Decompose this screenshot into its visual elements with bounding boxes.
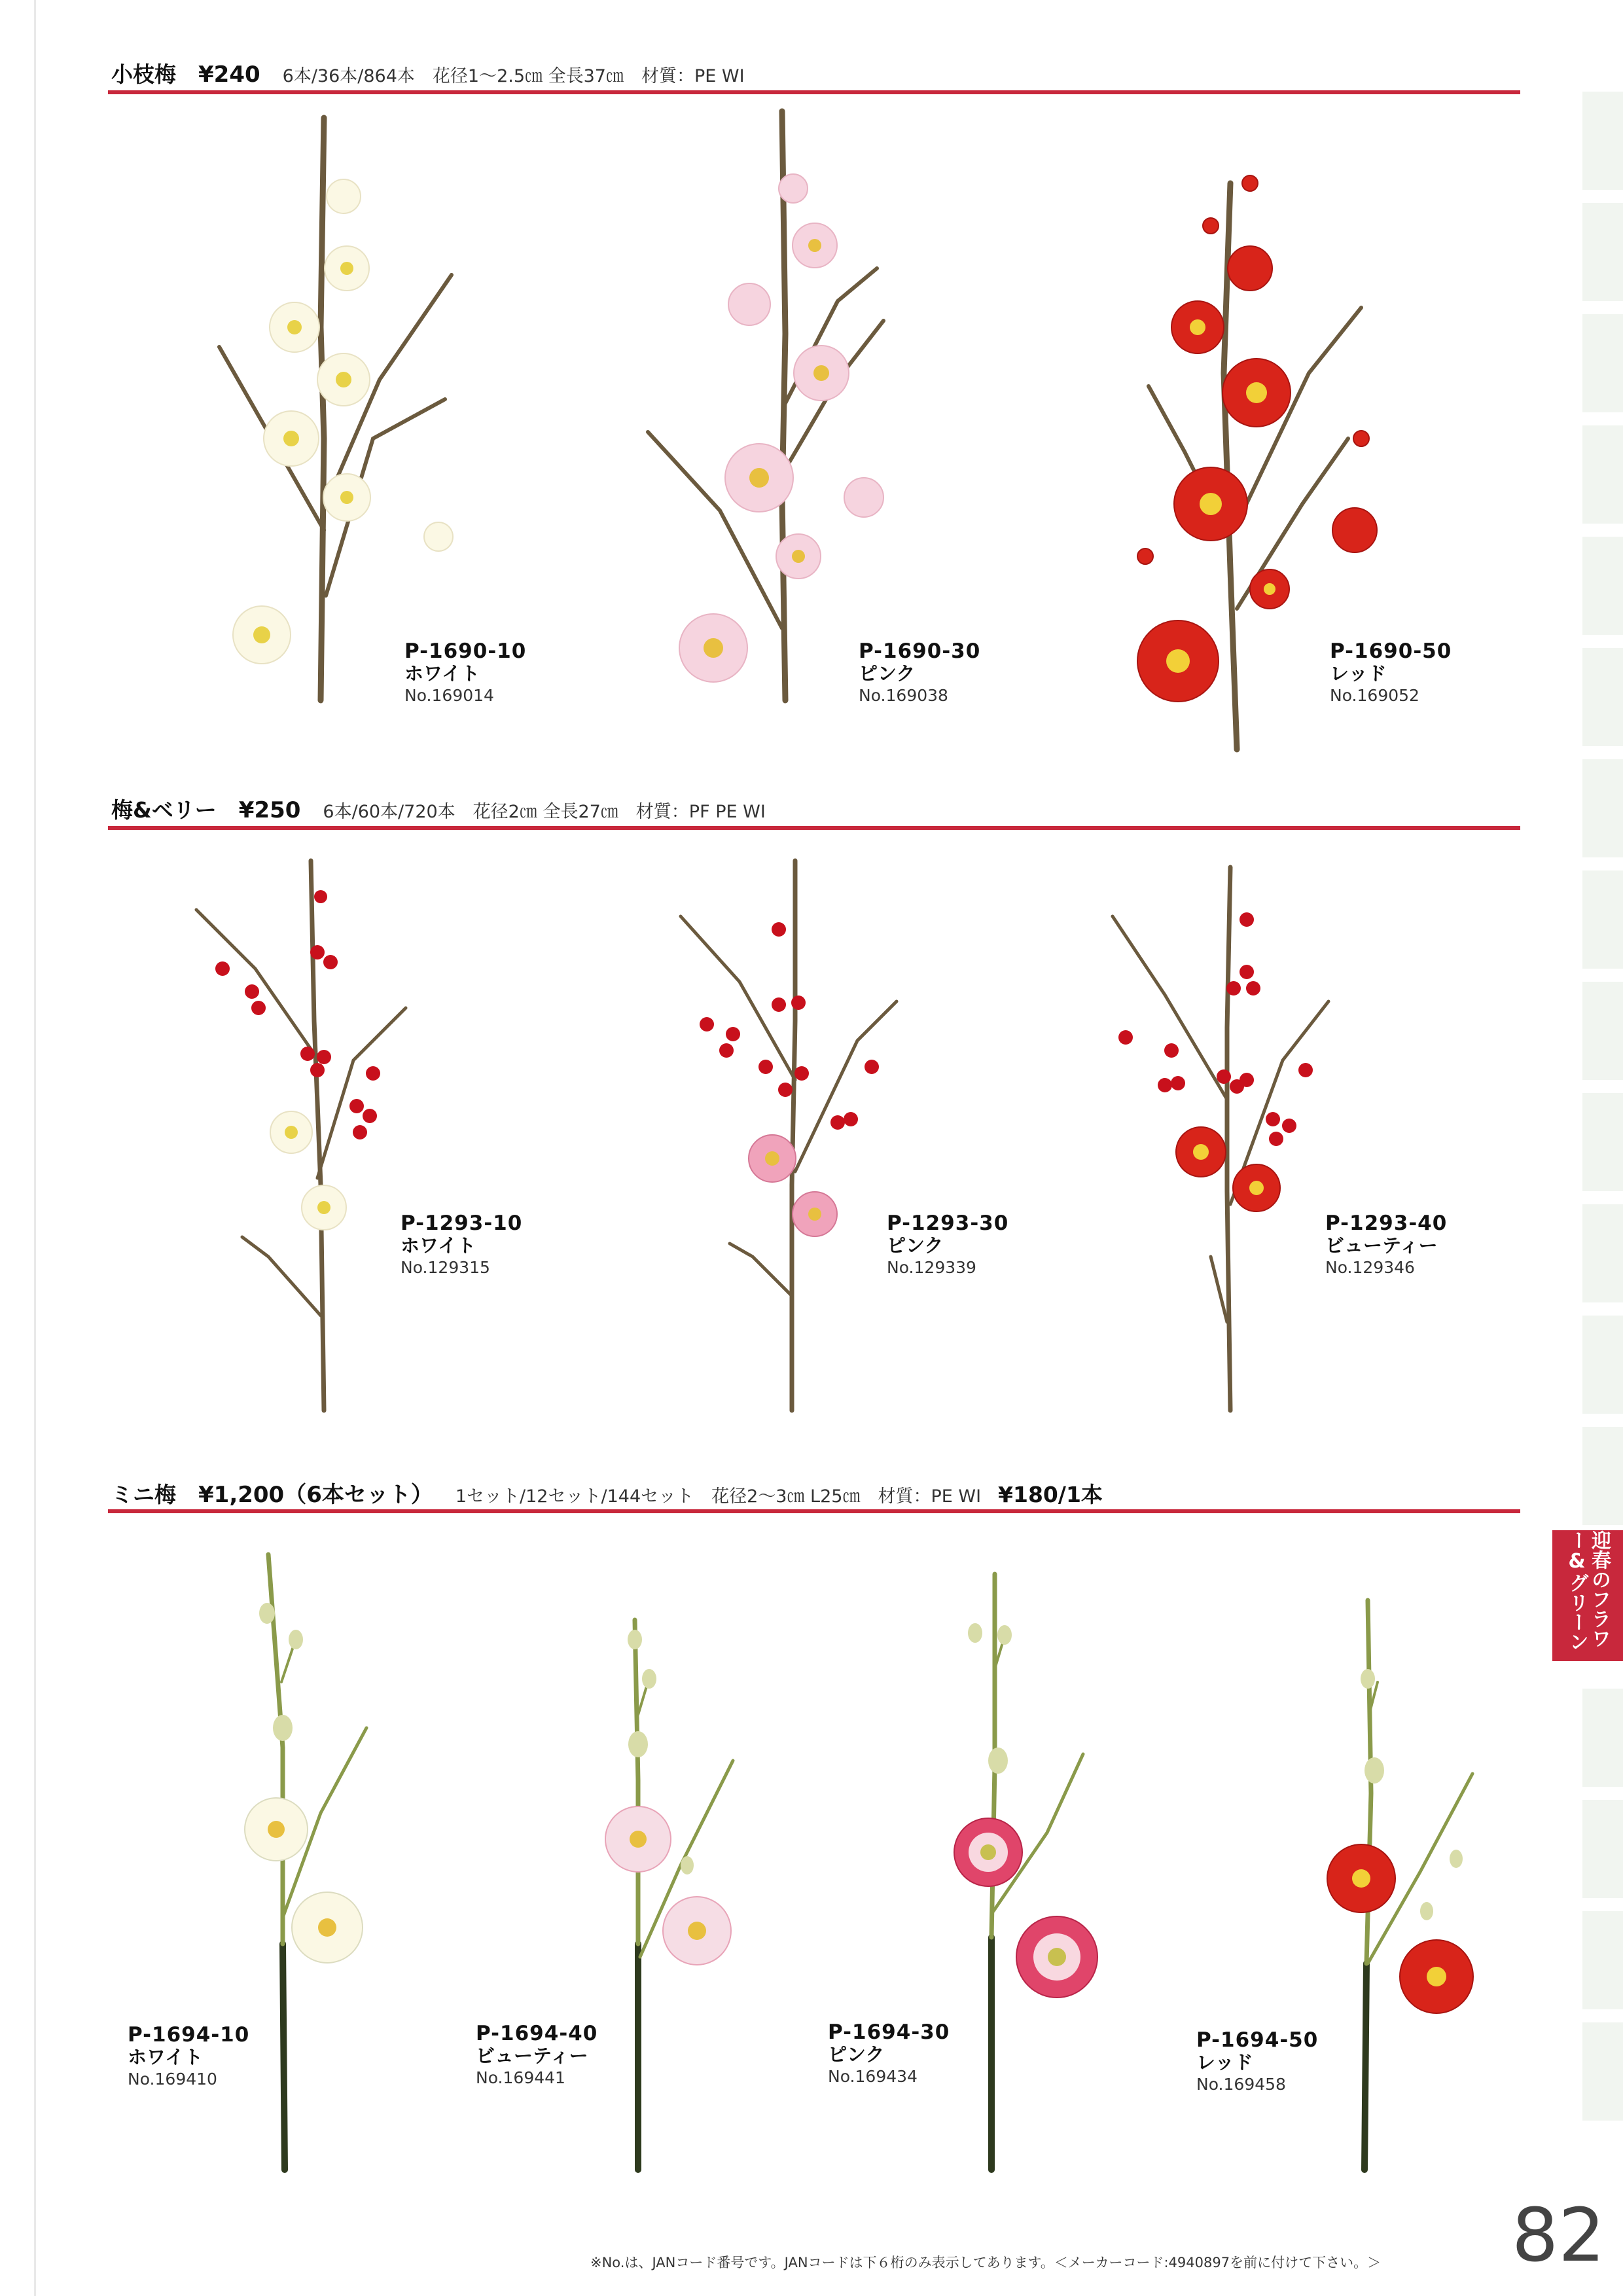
product-code: P-1694-40 (476, 2022, 598, 2045)
section-unit-price: ¥180/1本 (998, 1482, 1103, 1507)
product-code: P-1293-40 (1325, 1211, 1448, 1235)
product-label (401, 1212, 522, 1279)
product-label (476, 2022, 597, 2089)
index-tab-new-year-flowers[interactable]: 迎春のフラワー&グリーン (1552, 1530, 1623, 1661)
product-color: レッド (1196, 2051, 1253, 2073)
binding-crease (34, 0, 36, 2296)
index-tab[interactable] (1582, 425, 1623, 524)
product-jan: No.169014 (404, 686, 494, 705)
product-image-white-plum-berry (183, 857, 419, 1414)
product-jan: No.169038 (859, 686, 948, 705)
product-code: P-1690-10 (404, 639, 527, 663)
product-label (404, 640, 526, 707)
product-image-mini-red-plum (1322, 1597, 1492, 2173)
product-jan: No.169441 (476, 2068, 565, 2087)
section-price: ¥1,200（6本セット） (198, 1482, 433, 1508)
index-tab[interactable] (1582, 1911, 1623, 2009)
product-image-beauty-plum-berry (1099, 864, 1335, 1414)
section-rule (108, 826, 1520, 830)
product-jan: No.169434 (828, 2067, 918, 2086)
product-label (1325, 1212, 1447, 1279)
product-image-pink-plum-berry (668, 857, 916, 1414)
product-color: ホワイト (401, 1234, 476, 1257)
section-price: ¥250 (238, 797, 301, 823)
product-code: P-1293-10 (401, 1211, 523, 1235)
product-color: ビューティー (1325, 1234, 1438, 1257)
product-label (1196, 2029, 1318, 2096)
product-color: ピンク (887, 1234, 944, 1257)
product-jan: No.129315 (401, 1258, 490, 1277)
index-tab[interactable] (1582, 1204, 1623, 1302)
product-code: P-1690-50 (1330, 639, 1452, 663)
index-tab[interactable] (1582, 537, 1623, 635)
product-label (828, 2021, 950, 2088)
product-jan: No.129346 (1325, 1258, 1415, 1277)
index-tab[interactable] (1582, 870, 1623, 969)
product-code: P-1690-30 (859, 639, 981, 663)
product-color: ピンク (859, 662, 916, 685)
footnote: ※No.は、JANコード番号です。JANコードは下６桁のみ表示してあります。＜メーカーコード:4940897を前に付けて下さい。＞ (590, 2255, 1382, 2270)
section-name: ミニ梅 (111, 1482, 176, 1507)
product-image-mini-beauty-plum (602, 1617, 746, 2173)
index-tab[interactable] (1582, 1800, 1623, 1898)
product-color: ピンク (828, 2043, 885, 2066)
index-tab[interactable] (1582, 1689, 1623, 1787)
product-jan: No.169410 (128, 2070, 217, 2089)
product-jan: No.129339 (887, 1258, 976, 1277)
product-label (128, 2024, 249, 2090)
index-tab[interactable] (1582, 759, 1623, 857)
product-color: レッド (1330, 662, 1387, 685)
section-specs: 6本/36本/864本 花径1〜2.5㎝ 全長37㎝ 材質：PE WI (282, 66, 745, 86)
product-label (1330, 640, 1452, 707)
index-tab[interactable] (1582, 203, 1623, 301)
section-name: 梅&ベリー (111, 797, 217, 823)
product-jan: No.169458 (1196, 2075, 1286, 2094)
index-tab[interactable] (1582, 1427, 1623, 1525)
product-label (859, 640, 980, 707)
product-color: ホワイト (128, 2046, 204, 2068)
page-number: 82 (1512, 2193, 1605, 2278)
product-code: P-1293-30 (887, 1211, 1009, 1235)
product-jan: No.169052 (1330, 686, 1419, 705)
product-image-white-plum-branch (209, 111, 471, 707)
section-specs: 6本/60本/720本 花径2㎝ 全長27㎝ 材質：PF PE WI (323, 802, 766, 822)
index-tab[interactable] (1582, 92, 1623, 190)
section-rule (108, 90, 1520, 94)
index-tab[interactable] (1582, 1093, 1623, 1191)
product-color: ビューティー (476, 2045, 588, 2067)
product-color: ホワイト (404, 662, 480, 685)
product-code: P-1694-50 (1196, 2028, 1319, 2052)
product-label (887, 1212, 1008, 1279)
section-price: ¥240 (198, 62, 260, 88)
section-specs: 1セット/12セット/144セット 花径2〜3㎝ L25㎝ 材質：PE WI (455, 1486, 982, 1507)
index-tab[interactable] (1582, 648, 1623, 746)
product-image-mini-pink-plum (949, 1571, 1106, 2173)
index-tab[interactable] (1582, 982, 1623, 1080)
product-image-mini-white-plum (236, 1551, 380, 2173)
section-rule (108, 1509, 1520, 1513)
index-tab[interactable] (1582, 1316, 1623, 1414)
index-tab[interactable] (1582, 314, 1623, 412)
product-code: P-1694-30 (828, 2020, 950, 2044)
product-code: P-1694-10 (128, 2023, 250, 2047)
index-tab[interactable] (1582, 2022, 1623, 2121)
section-name: 小枝梅 (111, 62, 176, 87)
product-image-pink-plum-branch (641, 105, 916, 707)
